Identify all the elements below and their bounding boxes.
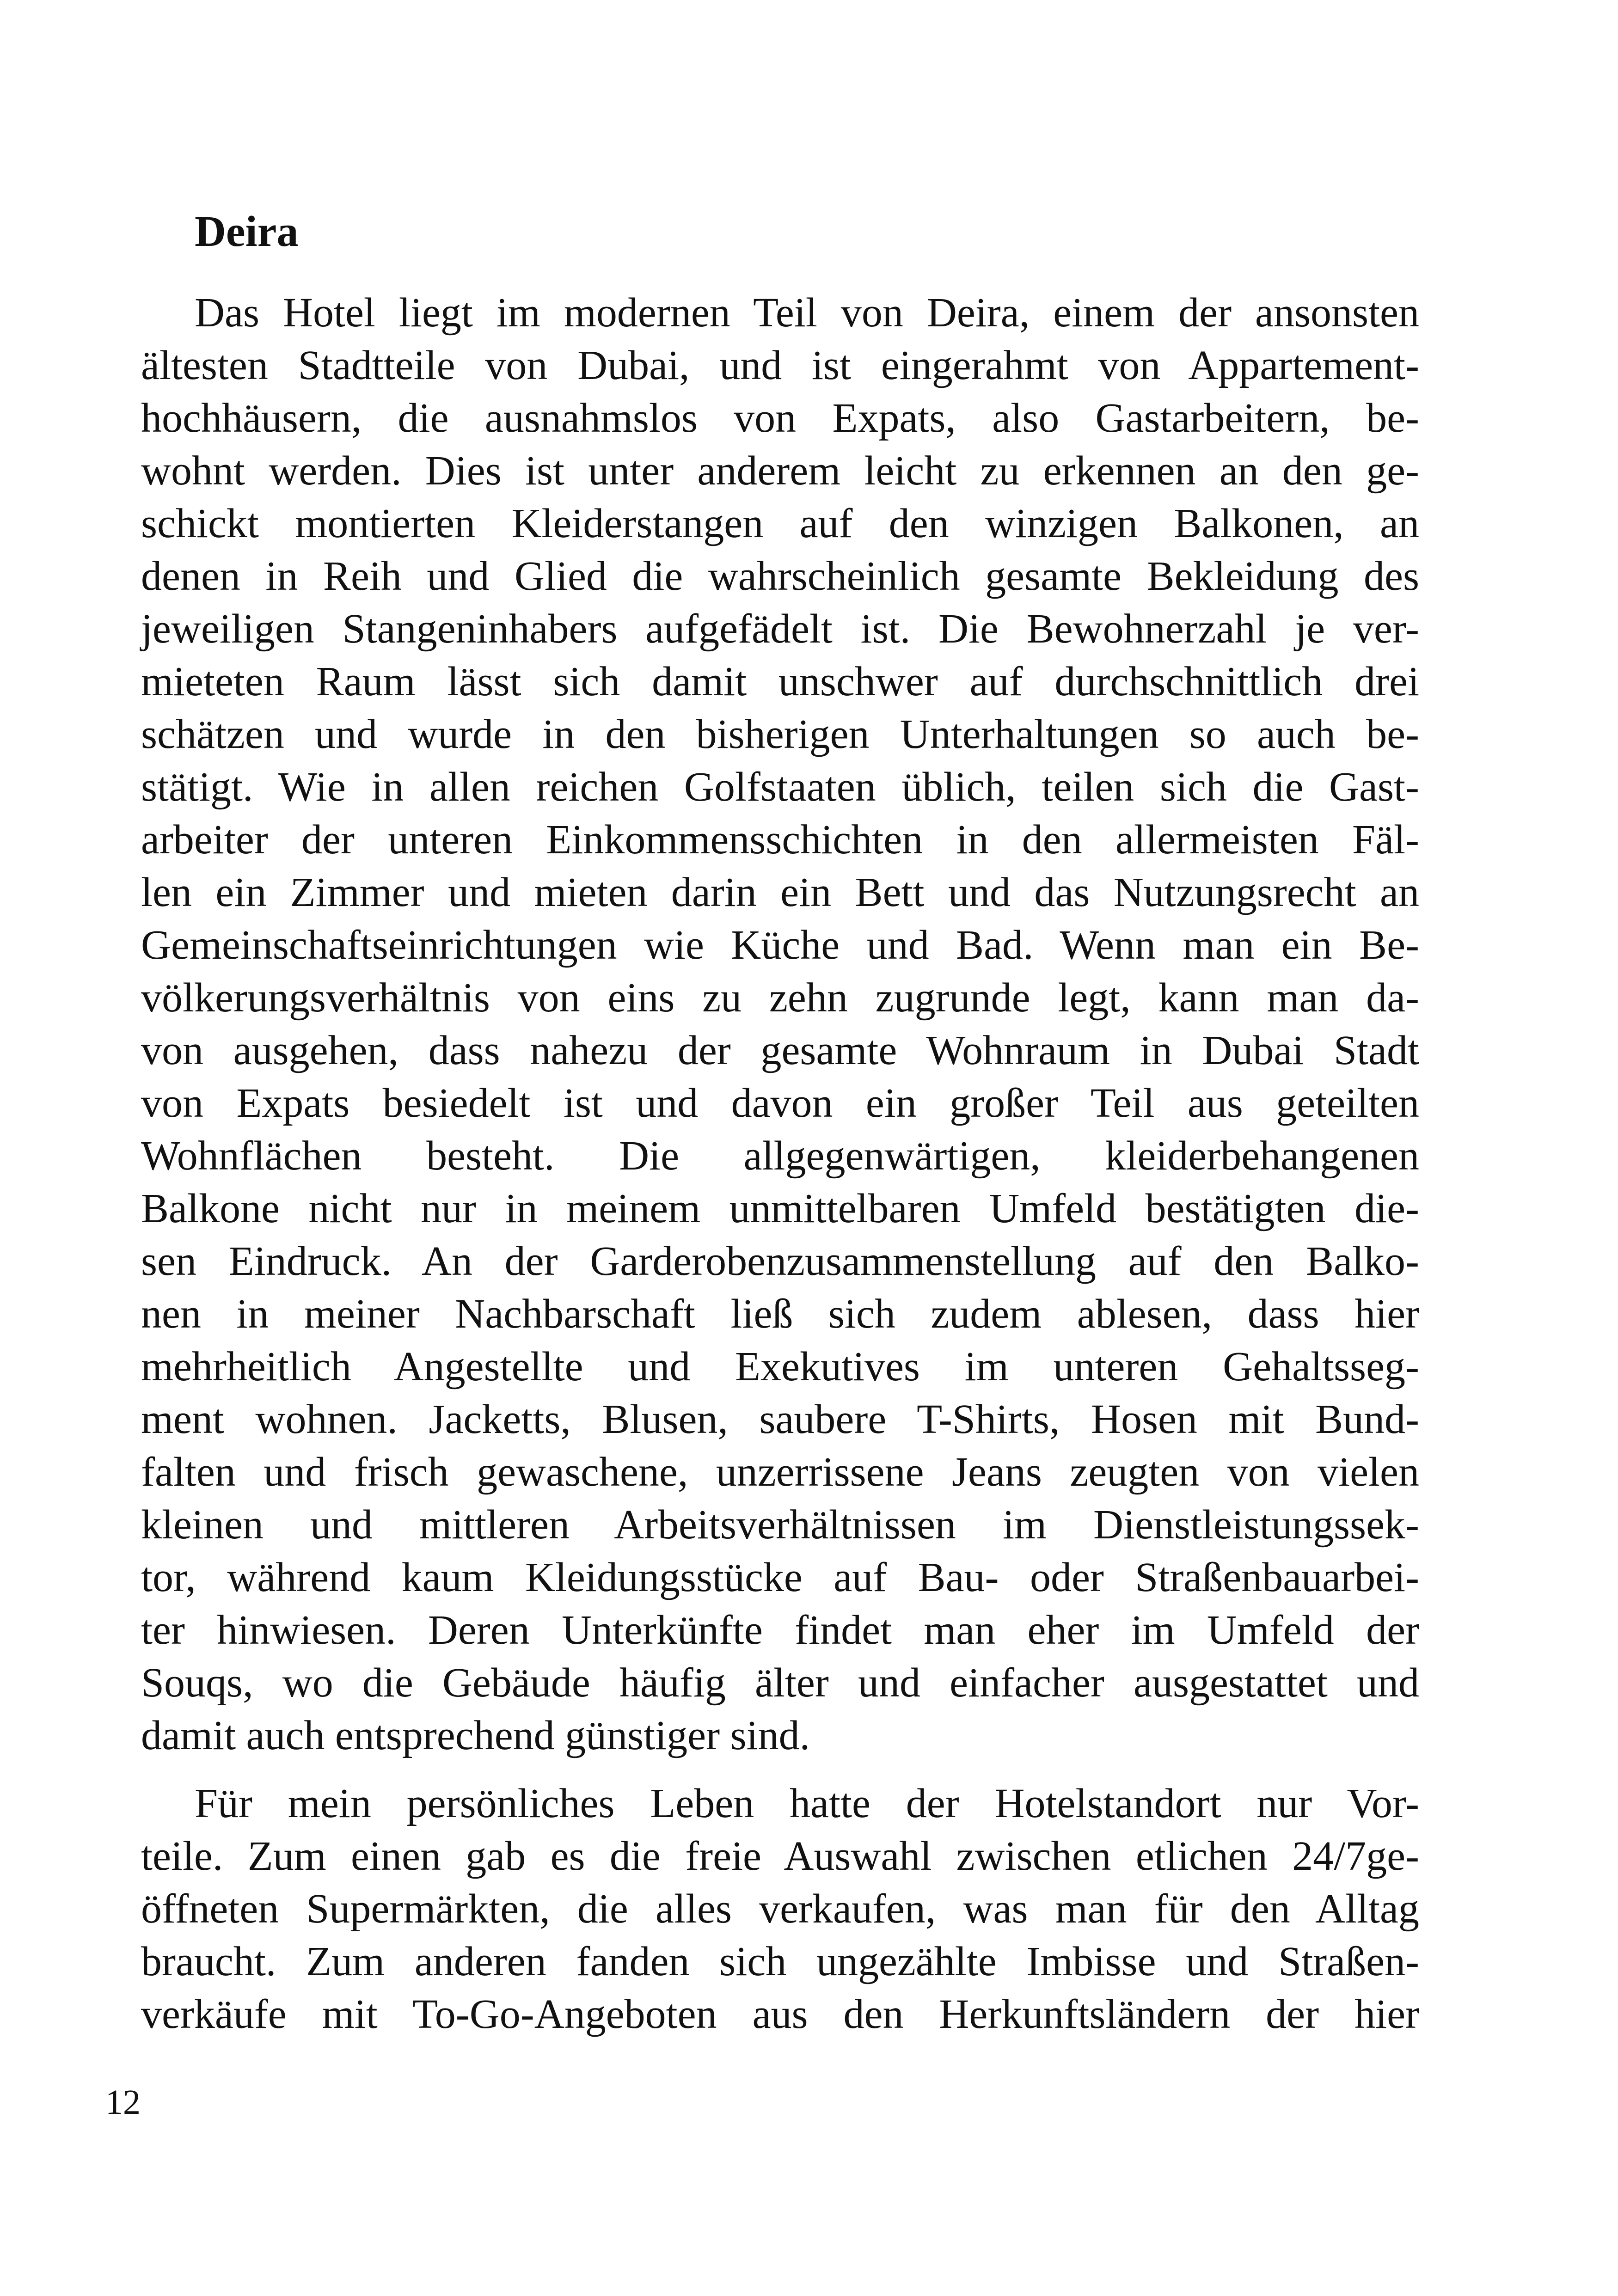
text-line: ter hinwiesen. Deren Unterkünfte findet man eher im Umfeld der (141, 1607, 1419, 1653)
text-line: mehrheitlich Angestellte und Exekutives im unteren Gehaltsseg- (141, 1344, 1419, 1390)
text-line: nen in meiner Nachbarschaft ließ sich zudem ablesen, dass hier (141, 1291, 1419, 1337)
text-line: Gemeinschaftseinrichtungen wie Küche und Bad. Wenn man ein Be- (141, 922, 1419, 968)
text-line: tor, während kaum Kleidungsstücke auf Bau- oder Straßenbauarbei- (141, 1555, 1419, 1600)
text-line: ment wohnen. Jacketts, Blusen, saubere T-Shirts, Hosen mit Bund- (141, 1396, 1419, 1442)
text-line: verkäufe mit To-Go-Angeboten aus den Herkunftsländern der hier (141, 1991, 1419, 2037)
text-line: Balkone nicht nur in meinem unmittelbaren Umfeld bestätigten die- (141, 1186, 1419, 1231)
text-line: falten und frisch gewaschene, unzerrissene Jeans zeugten von vielen (141, 1449, 1419, 1495)
text-line: sen Eindruck. An der Garderobenzusammenstellung auf den Balko- (141, 1238, 1419, 1284)
paragraph-1 (141, 287, 1419, 1762)
text-line: schickt montierten Kleiderstangen auf den winzigen Balkonen, an (141, 501, 1419, 546)
text-line: von Expats besiedelt ist und davon ein großer Teil aus geteilten (141, 1080, 1419, 1126)
text-line: Wohnflächen besteht. Die allgegenwärtigen, kleiderbehangenen (141, 1133, 1419, 1179)
text-line: hochhäusern, die ausnahmslos von Expats, also Gastarbeitern, be- (141, 395, 1419, 441)
text-line: Für mein persönliches Leben hatte der Hotelstandort nur Vor- (195, 1781, 1419, 1826)
text-line: len ein Zimmer und mieten darin ein Bett und das Nutzungsrecht an (141, 869, 1419, 915)
text-line: völkerungsverhältnis von eins zu zehn zugrunde legt, kann man da- (141, 975, 1419, 1021)
text-line: teile. Zum einen gab es die freie Auswahl zwischen etlichen 24/7ge- (141, 1833, 1419, 1879)
text-line: öffneten Supermärkten, die alles verkaufen, was man für den Alltag (141, 1886, 1419, 1932)
section-heading: Deira (195, 208, 299, 256)
text-line: schätzen und wurde in den bisherigen Unterhaltungen so auch be- (141, 711, 1419, 757)
text-line: damit auch entsprechend günstiger sind. (141, 1713, 810, 1758)
text-line: arbeiter der unteren Einkommensschichten in den allermeisten Fäl- (141, 817, 1419, 863)
text-line: mieteten Raum lässt sich damit unschwer auf durchschnittlich drei (141, 659, 1419, 704)
text-line: stätigt. Wie in allen reichen Golfstaaten üblich, teilen sich die Gast- (141, 764, 1419, 810)
text-line: denen in Reih und Glied die wahrscheinlich gesamte Bekleidung des (141, 553, 1419, 599)
text-line: von ausgehen, dass nahezu der gesamte Wohnraum in Dubai Stadt (141, 1028, 1419, 1073)
text-line: wohnt werden. Dies ist unter anderem leicht zu erkennen an den ge- (141, 448, 1419, 494)
text-line: kleinen und mittleren Arbeitsverhältnissen im Dienstleistungssek- (141, 1502, 1419, 1548)
text-line: jeweiligen Stangeninhabers aufgefädelt ist. Die Bewohnerzahl je ver- (141, 606, 1419, 652)
text-line: braucht. Zum anderen fanden sich ungezählte Imbisse und Straßen- (141, 1939, 1419, 1984)
text-line: Souqs, wo die Gebäude häufig älter und einfacher ausgestattet und (141, 1660, 1419, 1706)
paragraph-2 (141, 1777, 1419, 2041)
page-number: 12 (105, 2083, 141, 2122)
text-line: ältesten Stadtteile von Dubai, und ist eingerahmt von Appartement- (141, 343, 1419, 388)
text-line: Das Hotel liegt im modernen Teil von Deira, einem der ansonsten (195, 290, 1419, 336)
